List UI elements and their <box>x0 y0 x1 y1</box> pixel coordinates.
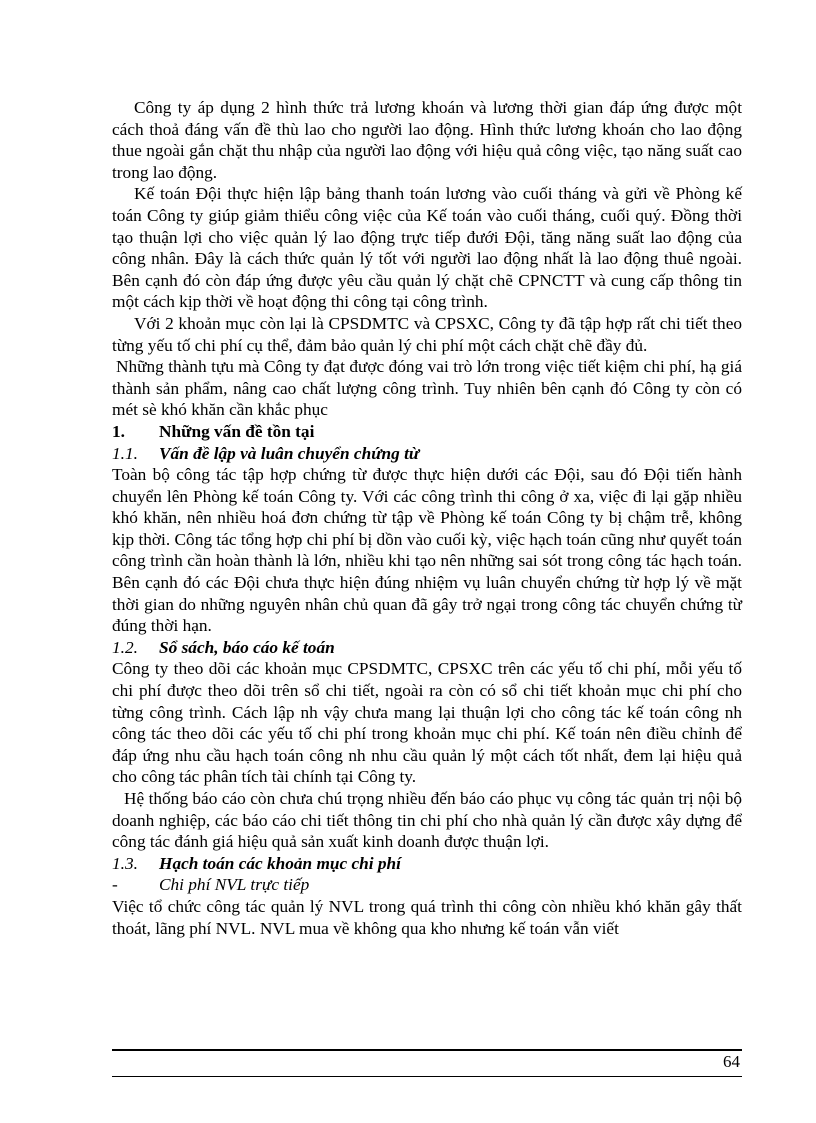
paragraph: Công ty áp dụng 2 hình thức trả lương khoán và lương thời gian đáp ứng được một cách thoả đáng vấn đề thù lao cho người lao động. Hình thức lương khoán cho lao động thue ngoài gắn chặt thu nhập của người lao động với hiệu quả công việc, tạo năng suất cao trong lao động. <box>112 98 742 182</box>
section-heading <box>112 421 742 443</box>
paragraph: Với 2 khoản mục còn lại là CPSDMTC và CPSXC, Công ty đã tập hợp rất chi tiết theo từng yếu tố chi phí cụ thể, đảm bảo quản lý chi phí một cách chặt chẽ đầy đủ. <box>112 313 742 355</box>
section-title: Những vấn đề tồn tại <box>159 421 315 441</box>
list-dash: - <box>112 875 118 895</box>
page-number: 64 <box>723 1052 740 1071</box>
subsection-heading <box>112 637 742 659</box>
subsection-number: 1.1. <box>112 443 138 463</box>
list-item <box>112 874 742 896</box>
paragraph: Kế toán Đội thực hiện lập bảng thanh toán lương vào cuối tháng và gửi về Phòng kế toán Công ty giúp giảm thiểu công việc của Kế toán vào cuối tháng, cuối quý. Đồng thời tạo thuận lợi cho việc quản lý lao động trực tiếp đưới Đội, tăng năng suất lao động của công nhân. Đây là cách thức quản lý tốt với người lao động nhất là lao động thuê ngoài. Bên cạnh đó còn đáp ứng được yêu cầu quản lý chặt chẽ CPNCTT và cung cấp thông tin một cách kịp thời về hoạt động thi công tại công trình. <box>112 184 742 312</box>
paragraph: Toàn bộ công tác tập hợp chứng từ được thực hiện dưới các Đội, sau đó Đội tiến hành chuyển lên Phòng kế toán Công ty. Với các công trình thi công ở xa, việc đi lại gặp nhiều khó khăn, nên nhiều hoá đơn chứng từ tập về Phòng kế toán Công ty bị chậm trễ, không kịp thời. Công tác tổng hợp chi phí bị dồn vào cuối kỳ, việc hạch toán cũng như quyết toán công trình cần hoàn thành là lớn, nhiều khi tạo nên những sai sót trong công tác hạch toán. Bên cạnh đó các Đội chưa thực hiện đúng nhiệm vụ luân chuyển chứng từ hợp lý về mặt thời gian do những nguyên nhân chủ quan đã gây trở ngại trong công tác chuyển chứng từ đúng thời hạn. <box>112 465 742 636</box>
subsection-title: Hạch toán các khoản mục chi phí <box>159 853 401 873</box>
footer-rule <box>112 1049 742 1051</box>
footer-rule-bottom <box>112 1076 742 1077</box>
list-item-title: Chi phí NVL trực tiếp <box>159 875 310 895</box>
paragraph: Công ty theo dõi các khoản mục CPSDMTC, CPSXC trên các yếu tố chi phí, mỗi yếu tố chi phí được theo dõi trên sổ chi tiết, ngoài ra còn có sổ chi tiết khoản mục chi phí cho từng công trình. Cách lập nh vậy chưa mang lại thuận lợi cho công tác kế toán công nh công tác theo dõi các yếu tố chi phí trong khoản mục chi phí. Kế toán nên điều chỉnh để đáp ứng nhu cầu hạch toán công nh nhu cầu quản lý một cách tốt nhất, đem lại hiệu quả cho công tác phân tích tài chính tại Công ty. <box>112 659 742 787</box>
paragraph: Việc tổ chức công tác quản lý NVL trong quá trình thi công còn nhiều khó khăn gây thất thoát, lãng phí NVL. NVL mua về không qua kho nhưng kế toán vẫn viết <box>112 896 742 938</box>
subsection-title: Sổ sách, báo cáo kế toán <box>159 637 335 657</box>
paragraph: Hệ thống báo cáo còn chưa chú trọng nhiều đến báo cáo phục vụ công tác quản trị nội bộ doanh nghiệp, các báo cáo chi tiết thông tin chi phí cho nhà quản lý cần được xây dựng để công tác đánh giá hiệu quả sản xuất kinh doanh được thuận lợi. <box>112 789 742 852</box>
subsection-number: 1.2. <box>112 637 138 657</box>
paragraph: Những thành tựu mà Công ty đạt được đóng vai trò lớn trong việc tiết kiệm chi phí, hạ giá thành sản phẩm, nâng cao chất lượng công trình. Tuy nhiên bên cạnh đó Công ty còn có mét sè khó khăn cần khắc phục <box>112 357 742 420</box>
page-content <box>112 97 742 939</box>
section-number: 1. <box>112 421 125 441</box>
subsection-number: 1.3. <box>112 853 138 873</box>
subsection-heading <box>112 853 742 875</box>
subsection-heading <box>112 443 742 465</box>
subsection-title: Vấn đề lập và luân chuyển chứng từ <box>159 443 420 463</box>
